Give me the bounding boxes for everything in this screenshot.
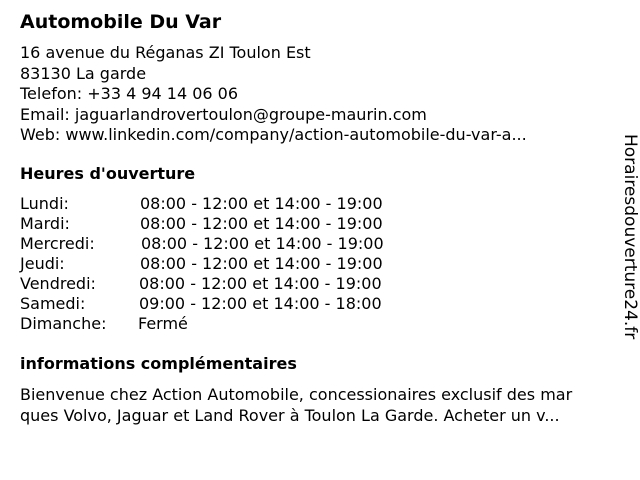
day-label: Vendredi: [20,274,96,293]
day-label: Dimanche: [20,314,107,333]
description-line-2: ques Volvo, Jaguar et Land Rover à Toulon La Garde. Acheter un v... [20,406,560,425]
day-label: Jeudi: [20,254,65,273]
day-label: Samedi: [20,294,86,313]
web-line[interactable]: Web: www.linkedin.com/company/action-automobile-du-var-a... [20,125,527,144]
site-watermark [622,134,638,374]
day-label: Mardi: [20,214,70,233]
time-value: 08:00 - 12:00 et 14:00 - 19:00 [140,254,383,273]
email-line[interactable]: Email: jaguarlandrovertoulon@groupe-maurin.com [20,104,427,124]
extra-info-text [20,384,620,426]
time-value: 08:00 - 12:00 et 14:00 - 19:00 [140,194,383,213]
time-value: 09:00 - 12:00 et 14:00 - 18:00 [139,294,382,313]
description-line-1: Bienvenue chez Action Automobile, concessionaires exclusif des mar [20,385,573,404]
business-name: Automobile Du Var [20,11,222,33]
address-street: 16 avenue du Réganas ZI Toulon Est [20,43,311,62]
time-value: 08:00 - 12:00 et 14:00 - 19:00 [141,234,384,253]
opening-hours-title: Heures d'ouverture [20,164,196,183]
day-label: Lundi: [20,194,69,213]
address-city: 83130 La garde [20,63,147,83]
phone-line[interactable]: Telefon: +33 4 94 14 06 06 [20,84,239,103]
extra-info-title: informations complémentaires [20,354,297,373]
time-value: 08:00 - 12:00 et 14:00 - 19:00 [139,274,382,293]
watermark-text: Horairesdouverture24.fr [620,134,640,340]
day-label: Mercredi: [20,234,95,253]
contact-info [20,43,527,146]
time-value: 08:00 - 12:00 et 14:00 - 19:00 [140,214,383,233]
time-value: Fermé [138,314,188,333]
